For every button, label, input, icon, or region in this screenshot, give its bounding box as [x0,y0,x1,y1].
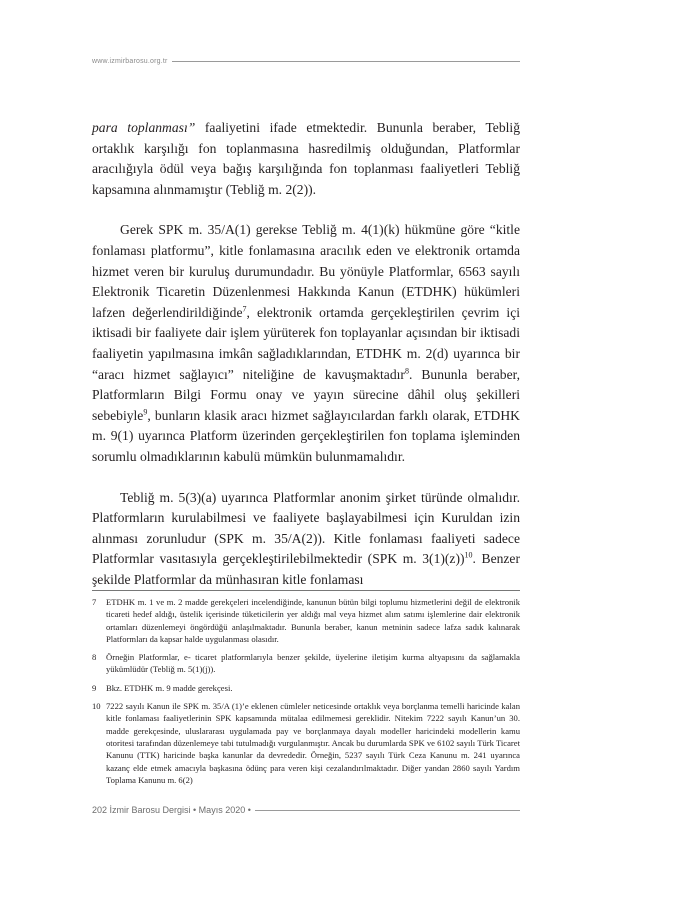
paragraph-3-part-a: Tebliğ m. 5(3)(a) uyarınca Platformlar anonim şirket türünde olmalıdır. Platformların kurulabilmesi ve faaliyete başlayabilmesi için Kuruldan izin alınması zorunludur (SPK m. 35/A(2)). Kitle fonlaması faaliyeti sadece Platformlar vasıtasıyla gerçekleştirilebilmektedir (SPK m. 3(1)(z)) [92,489,520,567]
paragraph-2-part-a: Gerek SPK m. 35/A(1) gerekse Tebliğ m. 4(1)(k) hükmüne göre “kitle fonlaması platformu”, kitle fonlamasına aracılık eden ve elektronik ortamda hizmet veren bir kuruluş durumundadır. Bu yönüyle Platformlar, 6563 sayılı Elektronik Ticaretin Düzenlenmesi Hakkında Kanun (ETDHK) hükümleri lafzen değerlendirildiğinde [92,222,520,320]
header-url: www.izmirbarosu.org.tr [92,57,168,65]
footnote-ref-10[interactable]: 10 [464,550,473,560]
footnotes [92,596,520,792]
footnote-7 [92,596,520,645]
body-text [92,118,520,590]
footnote-number: 8 [92,652,97,663]
footnote-ref-9[interactable]: 9 [143,407,148,417]
paragraph-2-part-b: , elektronik ortamda gerçekleştirilen çevrim içi iktisadi bir faaliyete dair işlem yürüterek fon toplayanlar açısından bir iktisadi faaliyetin yapılmasına imkân sağladıklarından, ETDHK m. 2(d) uyarınca bir “aracı hizmet sağlayıcı” niteliğine de kavuşmaktadır [92,304,521,382]
footnote-number: 7 [92,597,97,607]
paragraph-2-part-c: . Bununla beraber, Platformların Bilgi Formu onay ve yayın sürecine dâhil oluş şekilleri sebebiyle [92,366,520,423]
footnote-9 [92,682,520,694]
footnote-separator [92,590,520,591]
footer-text: 202 İzmir Barosu Dergisi • Mayıs 2020 • [92,805,251,815]
footnote-text: 7222 sayılı Kanun ile SPK m. 35/A (1)’e eklenen cümleler neticesinde ortaklık veya borçlanma temelli haricinde kalan kitle fonlaması faaliyetlerinin SPK kapsamında mütalaa edilmemesi gereklidir. Nitekim 7222 sayılı Kanun’un 30. madde gerekçesinde, uluslararası uygulamada pay ve borçlanmaya dayalı modeller haricindeki modellerin kamu otoritesi tarafından düzenlemeye tabi tutulmadığı vurgulanmıştır. Ancak bu durumlarda SPK ve 6102 sayılı Türk Ticaret Kanunu (TTK) haricinde başka kanunlar da devrededir. Örneğin, 5237 sayılı Türk Ceza Kanunu m. 241 uyarınca kazanç elde etmek amacıyla başkasına ödünç para veren kişi cezalandırılmaktadır. Diğer yandan 2860 sayılı Yardım Toplama Kanunu m. 6(2) [106,701,520,785]
footnote-text: ETDHK m. 1 ve m. 2 madde gerekçeleri incelendiğinde, kanunun bütün bilgi toplumu hizmetlerini değil de elektronik ticareti hedef aldığı, üstelik içerisinde tüketicilerin yer aldığı mal veya hizmet alım satımı işlemlerine dair elektronik ortamları düzenlemeyi öngördüğü anlaşılmaktadır. Bununla beraber, kanun metninin sadece lafza sadık kalınarak Platformları da kapsar halde uygulanması olasıdır. [106,597,520,644]
footnote-8 [92,651,520,676]
footnote-ref-8[interactable]: 8 [404,366,409,375]
page-footer [92,803,520,817]
footnote-number: 10 [92,701,101,712]
footer-rule [255,810,520,811]
paragraph-3-part-b: . Benzer şekilde Platformlar da münhasıran kitle fonlaması [92,551,520,587]
header-rule [172,61,520,62]
footnote-text: Örneğin Platformlar, e- ticaret platformlarıyla benzer şekilde, üyelerine iletişim kurma altyapısını da sağlamakla yükümlüdür (Tebliğ m. 5(1)(j)). [106,652,520,675]
page-header [92,55,520,67]
paragraph-2 [92,220,520,467]
paragraph-1-text: faaliyetini ifade etmektedir. Bununla beraber, Tebliğ ortaklık karşılığı fon toplanmasına hasredilmiş olduğundan, Platformlar aracılığıyla ödül veya bağış karşılığında fon toplanması faaliyetleri Tebliğ kapsamına alınmamıştır (Tebliğ m. 2(2)). [92,120,520,197]
paragraph-2-part-d: , bunların klasik aracı hizmet sağlayıcılardan farklı olarak, ETDHK m. 9(1) uyarınca Platform üzerinden gerçekleştirilen fon toplama işleminden sorumlu olmadıklarının kabulü mümkün bulunmamalıdır. [92,407,520,464]
footnote-ref-7[interactable]: 7 [242,304,247,314]
footnote-text: Bkz. ETDHK m. 9 madde gerekçesi. [106,682,233,693]
footnote-number: 9 [92,682,97,693]
paragraph-1 [92,118,520,200]
footnote-10 [92,700,520,786]
italic-lead: para toplanması” [92,120,196,135]
paragraph-3 [92,488,520,591]
